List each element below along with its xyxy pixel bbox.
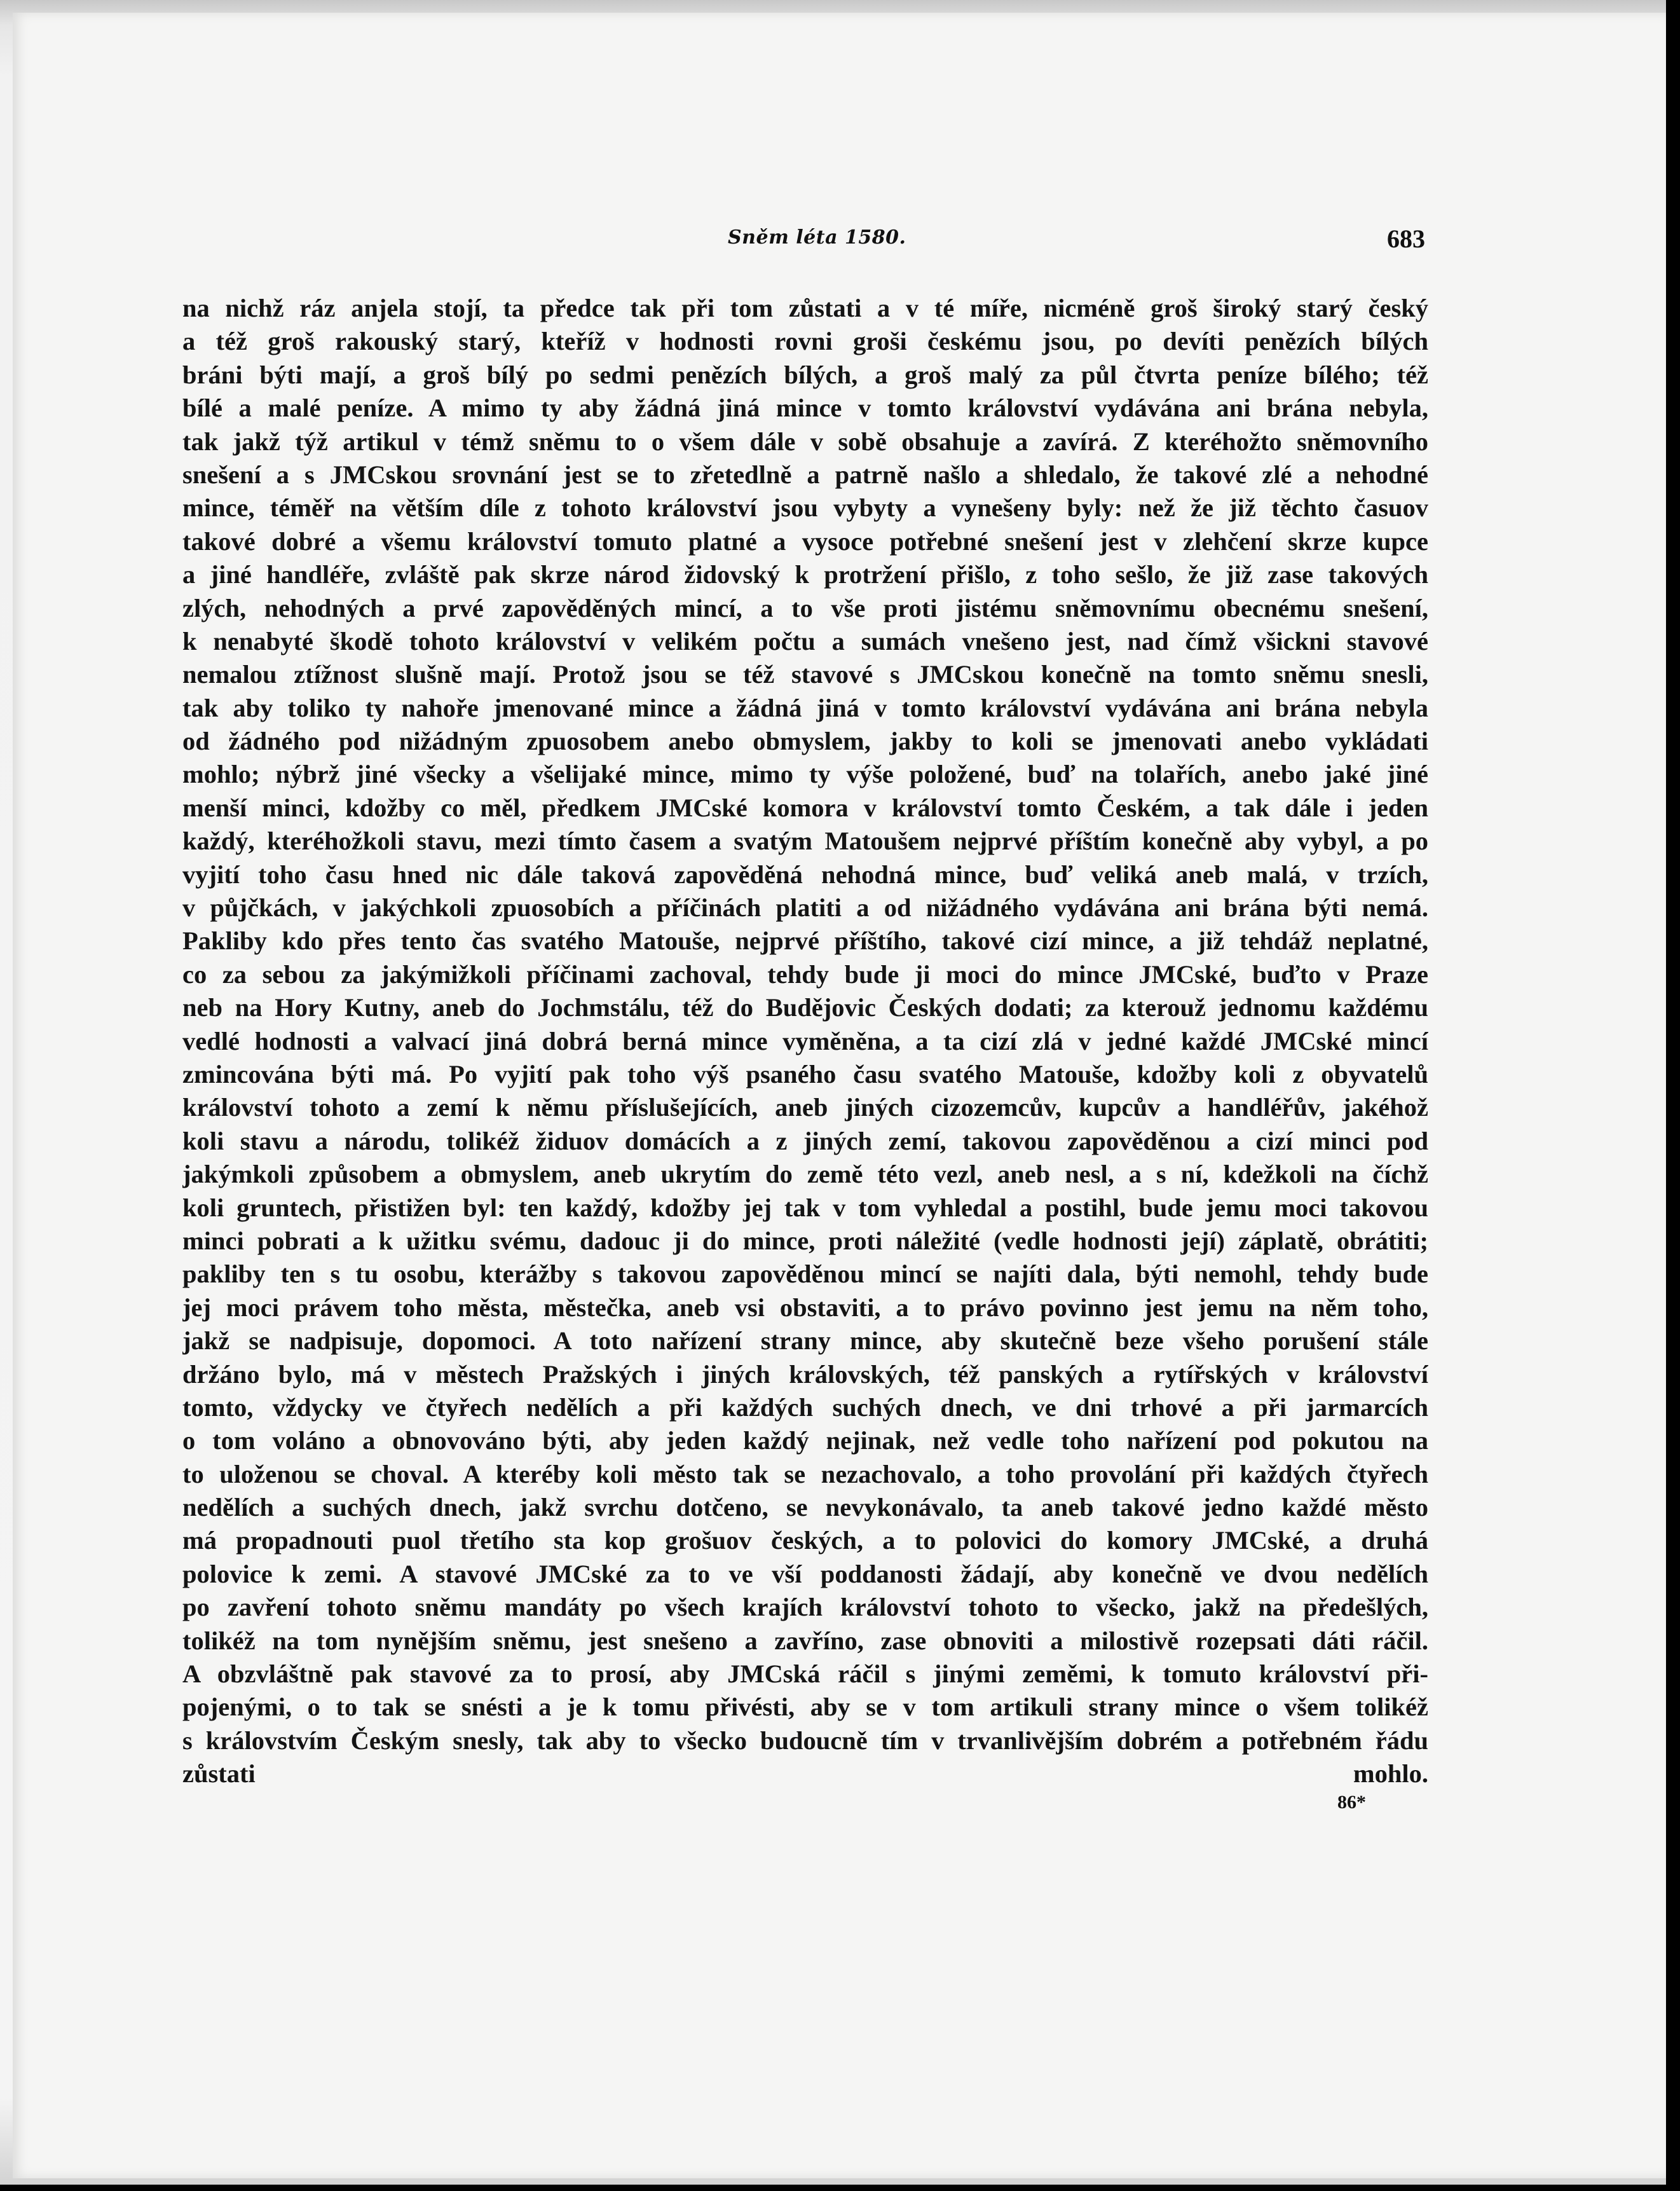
text-line: tomto, vždycky ve čtyřech nedělích a při každých suchých dnech, ve dni trhové a při jarmarcích [182,1392,1428,1422]
text-line: minci pobrati a k užitku svému, dadouc ji do mince, proti náležité (vedle hodnosti její) záplatě, obrátiti; [182,1226,1428,1255]
text-line-final [182,1791,1428,1824]
text-line: snešení a s JMCskou srovnání jest se to zřetedlně a patrně našlo a shledalo, že takové zlé a nehodné [182,460,1428,489]
text-line: jakž se nadpisuje, dopomoci. A toto nařízení strany mince, aby skutečně beze všeho porušení stále [182,1326,1428,1356]
text-line: neb na Hory Kutny, aneb do Jochmstálu, též do Budějovic Českých dodati; za kterouž jednomu každému [182,993,1428,1022]
body-text [182,292,1428,1824]
text-line: zlých, nehodných a prvé zapověděných mincí, a to vše proti jistému sněmovnímu obecnému snešení, [182,593,1428,622]
text-line: vyjití toho času hned nic dále taková zapověděná nehodná mince, buď veliká aneb malá, v trzích, [182,860,1428,889]
text-line: království tohoto a zemí k němu příslušejících, aneb jiných cizozemcův, kupcův a handléřův, jakéhož [182,1093,1428,1122]
text-line: tak jakž týž artikul v témž sněmu to o všem dále v sobě obsahuje a zavírá. Z kteréhožto sněmovního [182,427,1428,456]
text-line: bílé a malé peníze. A mimo ty aby žádná jiná mince v tomto království vydávána ani brána nebyla, [182,394,1428,423]
text-line: zmincována býti má. Po vyjití pak toho výš psaného času svatého Matouše, kdožby koli z obyvatelů [182,1059,1428,1089]
scan-edge-right [1666,0,1680,2191]
text-line: na nichž ráz anjela stojí, ta předce tak při tom zůstati a v té míře, nicméně groš široký starý český [182,294,1428,322]
text-line: jakýmkoli způsobem a obmyslem, aneb ukrytím do země této vezl, aneb nesl, a s ní, kdežkoli na číchž [182,1160,1428,1189]
text-line: nedělích a suchých dnech, jakž svrchu dotčeno, se nevykonávalo, ta aneb takové jedno každé město [182,1493,1428,1522]
text-line: mince, téměř na větším díle z tohoto království jsou vybyty a vynešeny byly: než že již těchto časuov [182,493,1428,523]
signature-mark: 86* [1337,1792,1366,1813]
text-line: menší minci, kdožby co měl, předkem JMCské komora v království tomto Českém, a tak dále i jeden [182,793,1428,822]
text-line: zůstati mohlo. [182,1759,1428,1789]
text-line: koli stavu a národu, tolikéž židuov domácích a z jiných zemí, takovou zapověděnou a cizí minci pod [182,1126,1428,1155]
text-line: od žádného pod nižádným zpuosobem anebo obmyslem, jakby to koli se jmenovati anebo vykládati [182,727,1428,756]
text-line: takové dobré a všemu království tomuto platné a vysoce potřebné snešení jest v zlehčení skrze kupce [182,526,1428,556]
text-line: a též groš rakouský starý, kteříž v hodnosti rovni groši českému jsou, po devíti penězích bílých [182,327,1428,356]
text-line: pojenými, o to tak se snésti a je k tomu přivésti, aby se v tom artikuli strany mince o všem tolikéž [182,1693,1428,1722]
text-line: k nenabyté škodě tohoto království v velikém počtu a sumách vnešeno jest, nad čímž všickni stavové [182,626,1428,656]
text-line: to uloženou se choval. A kteréby koli město tak se nezachovalo, a toho provolání při každých čtyřech [182,1459,1428,1488]
text-line: polovice k zemi. A stavové JMCské za to ve vší poddanosti žádají, aby konečně ve dvou nedělích [182,1559,1428,1588]
text-line: po zavření tohoto sněmu mandáty po všech krajích království tohoto to všecko, jakž na předešlých, [182,1593,1428,1622]
text-line: A obzvláštně pak stavové za to prosí, aby JMCská ráčil s jinými zeměmi, k tomuto království při- [182,1659,1428,1689]
text-line: o tom voláno a obnovováno býti, aby jeden každý nejinak, než vedle toho nařízení pod pokutou na [182,1426,1428,1455]
text-line: a jiné handléře, zvláště pak skrze národ židovský k protržení přišlo, z toho sešlo, že již zase takových [182,560,1428,589]
text-line: pakliby ten s tu osobu, kterážby s takovou zapověděnou mincí se najíti dala, býti nemohl, tehdy bude [182,1260,1428,1289]
running-title: Sněm léta 1580. [728,226,906,249]
text-line: koli gruntech, přistižen byl: ten každý, kdožby jej tak v tom vyhledal a postihl, bude jemu moci takovou [182,1193,1428,1222]
text-line: s královstvím Českým snesly, tak aby to všecko budoucně tím v trvanlivějším dobrém a potřebném řádu [182,1726,1428,1755]
text-line: tolikéž na tom nynějším sněmu, jest snešeno a zavříno, zase obnoviti a milostivě rozepsati dáti ráčil. [182,1626,1428,1655]
text-line: vedlé hodnosti a valvací jiná dobrá berná mince vyměněna, a ta cizí zlá v jedné každé JMCské mincí [182,1026,1428,1055]
text-line: mohlo; nýbrž jiné všecky a všelijaké mince, mimo ty výše položené, buď na tolařích, anebo jaké jiné [182,760,1428,789]
text-line: nemalou ztížnost slušně mají. Protož jsou se též stavové s JMCskou konečně na tomto sněmu snesli, [182,660,1428,689]
text-line: má propadnouti puol třetího sta kop grošuov českých, a to polovici do komory JMCské, a druhá [182,1526,1428,1555]
text-line: bráni býti mají, a groš bílý po sedmi penězích bílých, a groš malý za půl čtvrta peníze bílého; též [182,360,1428,389]
text-line: co za sebou za jakýmižkoli příčinami zachoval, tehdy bude ji moci do mince JMCské, buďto v Praze [182,959,1428,989]
page-number: 683 [1387,224,1425,253]
text-line: Pakliby kdo přes tento čas svatého Matouše, nejprvé příštího, takové cizí mince, a již tehdáž neplatné, [182,926,1428,956]
text-line: držáno bylo, má v městech Pražských i jiných královských, též panských a rytířských v království [182,1359,1428,1389]
text-line: tak aby toliko ty nahoře jmenované mince a žádná jiná v tomto království vydávána ani brána nebyla [182,693,1428,722]
text-line: každý, kteréhožkoli stavu, mezi tímto časem a svatým Matoušem nejprvé příštím konečně aby vybyl, a po [182,827,1428,856]
text-line: v půjčkách, v jakýchkoli zpuosobích a příčinách platiti a od nižádného vydávána ani brána býti nemá. [182,893,1428,923]
scan-edge-bottom [0,2185,1680,2191]
text-line: jej moci právem toho města, městečka, aneb vsi obstaviti, a to právo povinno jest jemu na něm toho, [182,1293,1428,1322]
